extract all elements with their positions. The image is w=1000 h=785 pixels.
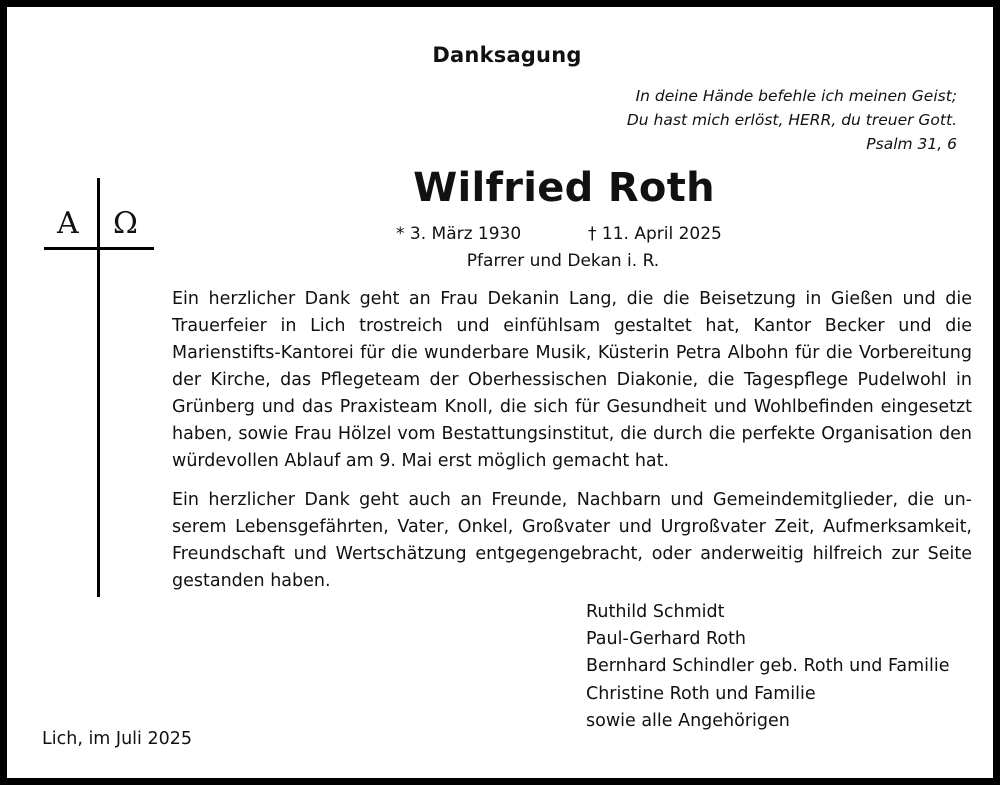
signer: Paul-Gerhard Roth [586, 629, 747, 650]
alpha-symbol: A [57, 206, 79, 241]
signer: sowie alle Angehörigen [586, 710, 790, 731]
quote-line: In deine Hände befehle ich meinen Geist; [635, 87, 957, 105]
signer: Bernhard Schindler geb. Roth und Familie [586, 656, 950, 677]
page-title: Danksagung [432, 43, 582, 67]
death-date: † 11. April 2025 [588, 224, 722, 244]
bible-quote [627, 84, 957, 156]
place-date: Lich, im Juli 2025 [42, 729, 192, 749]
deceased-title: Pfarrer und Dekan i. R. [466, 251, 660, 271]
deceased-name: Wilfried Roth [413, 165, 715, 211]
quote-line: Du hast mich erlöst, HERR, du treuer Gott. [626, 111, 957, 129]
signers-list [586, 599, 950, 735]
thanks-paragraph-2: Ein herzlicher Dank geht auch an Freunde, Nachbarn und Gemeindemitglieder, die unserem Lebensgefährten, Vater, Onkel, Großvater und Urgroßvater Zeit, Aufmerksamkeit, Freundschaft und Wertschätzung entgegengebracht, oder anderweitig hilfreich zur Seite gestanden haben. [172, 490, 972, 591]
signer: Ruthild Schmidt [586, 602, 725, 622]
birth-date: * 3. März 1930 [396, 224, 522, 244]
cross-horizontal-bar [44, 247, 154, 250]
signer: Christine Roth und Familie [586, 683, 816, 704]
cross-vertical-bar [97, 178, 100, 597]
omega-symbol: Ω [113, 206, 138, 241]
quote-source: Psalm 31, 6 [866, 135, 957, 153]
thanks-paragraph-1: Ein herzlicher Dank geht an Frau Dekanin Lang, die die Beisetzung in Gießen und die Trauerfeier in Lich trostreich und einfühlsam gestaltet hat, Kantor Becker und die Marienstifts-Kantorei für die wunderbare Musik, Küsterin Petra Albohn für die Vorbereitung der Kirche, das Pflegeteam der Oberhessischen Diakonie, die Tagespflege Pudelwohl in Grünberg und das Praxisteam Knoll, die sich für Gesundheit und Wohlbefinden eingesetzt haben, sowie Frau Hölzel vom Bestattungsinstitut, die durch die perfekte Organisation den würdevollen Ablauf am 9. Mai erst möglich gemacht hat. [172, 289, 972, 471]
